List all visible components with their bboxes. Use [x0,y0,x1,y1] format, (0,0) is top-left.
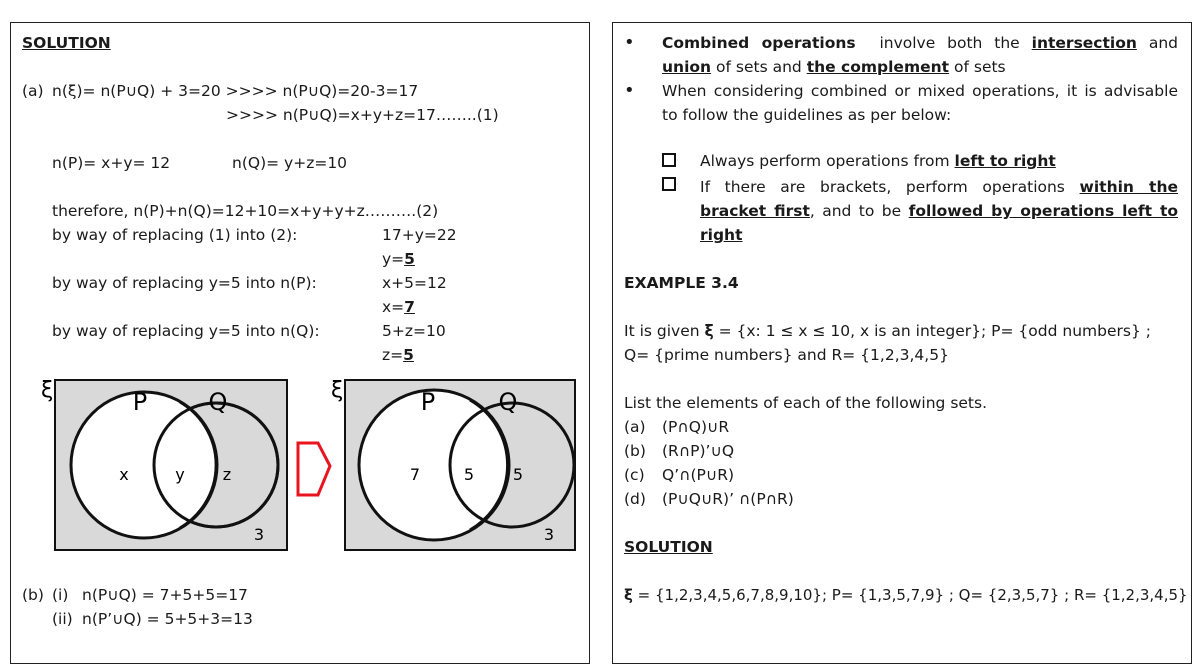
item-b-text: (R∩P)’∪Q [662,442,735,460]
right-arrow-icon [298,443,330,495]
step-1-equation: 17+y=22 [382,226,457,244]
step-1-result: y=5 [382,250,415,268]
step-3-equation: 5+z=10 [382,322,446,340]
venn1-label-q: Q [208,388,228,416]
part-a-line-1: n(ξ)= n(P∪Q) + 3=20 >>>> n(P∪Q)=20-3=17 [52,82,419,100]
venn1-only-p: x [119,465,129,484]
venn-diagram-variables [41,378,287,550]
bullet-2-icon: • [624,80,635,101]
part-b-ii-label: (ii) [52,610,73,628]
part-a-line-2: >>>> n(P∪Q)=x+y+z=17……..(1) [226,106,499,124]
step-2-label: by way of replacing y=5 into n(P): [52,274,317,292]
venn2-only-p: 7 [409,465,421,484]
step-3-label: by way of replacing y=5 into n(Q): [52,322,320,340]
given-line-2: Q= {prime numbers} and R= {1,2,3,4,5} [624,346,949,364]
step-3-result: z=5 [382,346,414,364]
n-p-equation: n(P)= x+y= 12 [52,154,171,172]
part-b-i: n(P∪Q) = 7+5+5=17 [82,586,248,604]
part-a-label: (a) [22,82,44,100]
venn1-outside: 3 [253,525,265,544]
given-line-1: It is given ξ = {x: 1 ≤ x ≤ 10, x is an integer}; P= {odd numbers} ; [624,322,1151,340]
checkbox-1-icon [662,152,676,172]
venn2-xi-label: ξ [331,378,344,403]
bullet-1-text: Combined operations involve both the intersection and union of sets and the complement of sets [662,34,1178,76]
venn1-only-q: z [222,465,232,484]
part-b-i-label: (i) [52,586,69,604]
bullet-1-icon: • [624,32,635,53]
venn2-label-p: P [420,388,436,416]
part-b-label: (b) [22,586,44,604]
item-d-text: (P∪Q∪R)’ ∩(P∩R) [662,490,794,508]
step-1-label: by way of replacing (1) into (2): [52,226,298,244]
guideline-2: If there are brackets, perform operations within the bracket first, and to be followed by operations left to right [700,178,1179,244]
item-b-label: (b) [624,442,646,460]
item-d-label: (d) [624,490,646,508]
solution-sets-line: ξ = {1,2,3,4,5,6,7,8,9,10}; P= {1,3,5,7,9} ; Q= {2,3,5,7} ; R= {1,2,3,4,5} [624,586,1188,604]
item-c-text: Q’∩(P∪R) [662,466,735,484]
venn2-only-q: 5 [512,465,524,484]
venn2-outside: 3 [543,525,555,544]
venn-diagram-values [331,378,575,550]
step-2-equation: x+5=12 [382,274,447,292]
checkbox-2-icon [662,176,676,196]
part-b-ii: n(P’∪Q) = 5+5+3=13 [82,610,253,628]
venn2-intersection: 5 [463,465,475,484]
bullet-2-text: When considering combined or mixed operations, it is advisable to follow the guidelines as per below: [662,82,1178,124]
solution-heading-left: SOLUTION [22,34,111,52]
therefore-line: therefore, n(P)+n(Q)=12+10=x+y+y+z……….(2) [52,202,439,220]
list-intro: List the elements of each of the following sets. [624,394,988,412]
guideline-1: Always perform operations from left to right [700,152,1056,170]
venn1-xi-label: ξ [41,378,54,403]
venn1-intersection: y [175,465,185,484]
item-a-text: (P∩Q)∪R [662,418,730,436]
step-2-result: x=7 [382,298,415,316]
item-a-label: (a) [624,418,646,436]
n-q-equation: n(Q)= y+z=10 [232,154,348,172]
venn2-label-q: Q [498,388,518,416]
solution-heading-right: SOLUTION [624,538,713,556]
item-c-label: (c) [624,466,645,484]
example-title: EXAMPLE 3.4 [624,274,739,292]
venn1-label-p: P [132,388,148,416]
venn-diagrams [0,370,600,560]
